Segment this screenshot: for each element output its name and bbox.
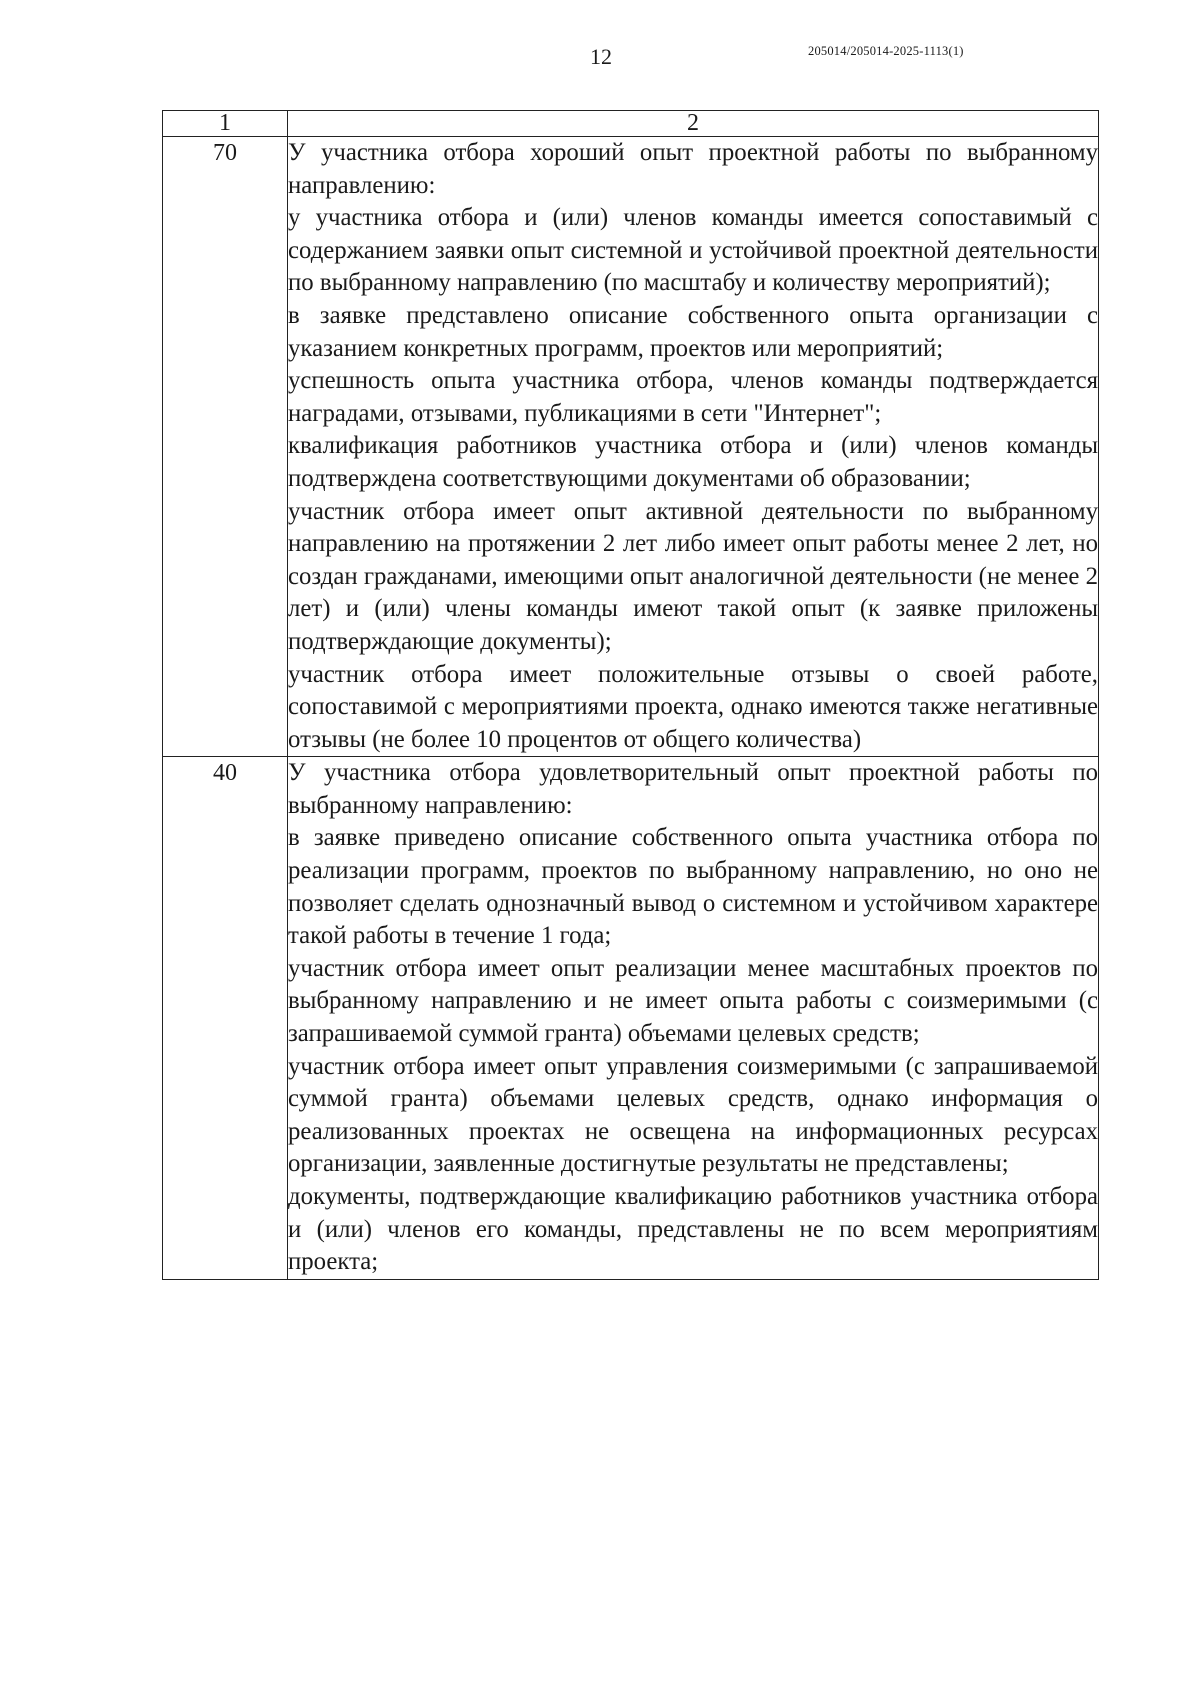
paragraph: успешность опыта участника отбора, членов команды подтверждается наградами, отзывами, публикациями в сети "Интернет"; [288,367,1098,427]
description-cell [288,757,1099,1280]
column-header-2: 2 [288,111,1099,137]
description-cell [288,137,1099,757]
column-header-1: 1 [163,111,288,137]
score-cell: 40 [163,757,288,1280]
paragraph: квалификация работников участника отбора и (или) членов команды подтверждена соответствующими документами об образовании; [288,432,1098,492]
document-code: 205014/205014-2025-1113(1) [808,44,964,58]
paragraph: у участника отбора и (или) членов команды имеется сопоставимый с содержанием заявки опыт системной и устойчивой проектной деятельности по выбранному направлению (по масштабу и количеству мероприятий); [288,204,1098,297]
paragraph: участник отбора имеет опыт управления соизмеримыми (с запрашиваемой суммой гранта) объемами целевых средств, однако информация о реализованных проектах не освещена на информационных ресурсах организации, заявленные достигнутые результаты не представлены; [288,1052,1098,1178]
paragraph: в заявке приведено описание собственного опыта участника отбора по реализации программ, проектов по выбранному направлению, но оно не позволяет сделать однозначный вывод о системном и устойчивом характере такой работы в течение 1 года; [288,824,1098,950]
paragraph: участник отбора имеет опыт активной деятельности по выбранному направлению на протяжении 2 лет либо имеет опыт работы менее 2 лет, но создан гражданами, имеющими опыт аналогичной деятельности (не менее 2 лет) и (или) члены команды имеют такой опыт (к заявке приложены подтверждающие документы); [288,497,1098,655]
paragraph: У участника отбора удовлетворительный опыт проектной работы по выбранному направлению: [288,759,1098,819]
paragraph: У участника отбора хороший опыт проектной работы по выбранному направлению: [288,139,1098,199]
paragraph: участник отбора имеет положительные отзывы о своей работе, сопоставимой с мероприятиями проекта, однако имеются также негативные отзывы (не более 10 процентов от общего количества) [288,660,1098,753]
paragraph: документы, подтверждающие квалификацию работников участника отбора и (или) членов его команды, представлены не по всем мероприятиям проекта; [288,1183,1098,1276]
criteria-table [162,110,1099,1280]
paragraph: в заявке представлено описание собственного опыта организации с указанием конкретных программ, проектов или мероприятий; [288,301,1098,362]
score-cell: 70 [163,137,288,757]
paragraph: участник отбора имеет опыт реализации менее масштабных проектов по выбранному направлению и не имеет опыта работы с соизмеримыми (с запрашиваемой суммой гранта) объемами целевых средств; [288,954,1098,1048]
table-row [163,137,1099,757]
table-header-row [163,111,1099,137]
table-row [163,757,1099,1280]
page-number: 12 [590,44,612,69]
